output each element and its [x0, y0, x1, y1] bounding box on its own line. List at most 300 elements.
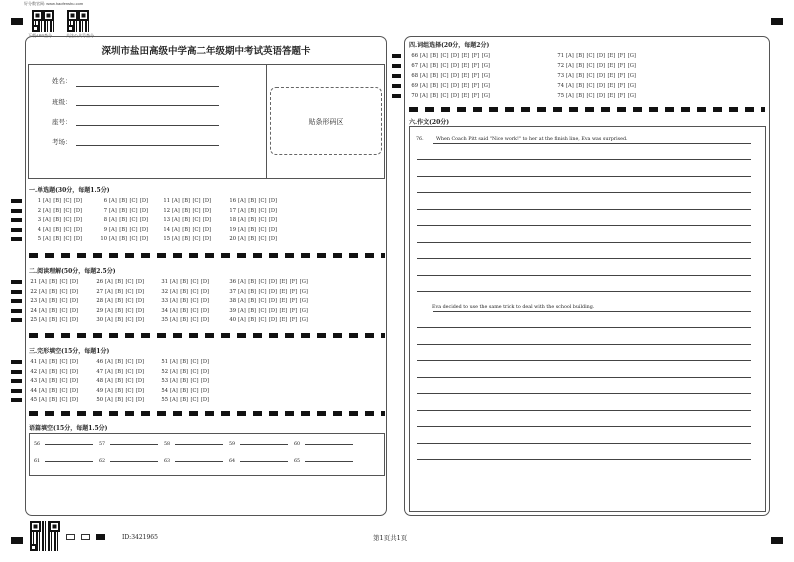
answer-bubble[interactable]: [C] [125, 288, 134, 295]
writing-line[interactable] [417, 159, 751, 160]
answer-bubble[interactable]: [C] [192, 217, 201, 223]
answer-bubble[interactable]: [D] [69, 368, 79, 375]
answer-bubble[interactable]: [A] [170, 279, 178, 285]
answer-bubble[interactable]: [F] [289, 279, 298, 285]
answer-bubble[interactable]: [B] [180, 307, 189, 314]
answer-bubble[interactable]: [C] [59, 288, 68, 295]
answer-bubble[interactable]: [A] [172, 236, 180, 242]
answer-bubble[interactable]: [D] [73, 198, 83, 204]
answer-bubble[interactable]: [F] [471, 83, 480, 89]
fill-line[interactable] [110, 461, 158, 462]
answer-bubble[interactable]: [G] [627, 73, 636, 79]
answer-bubble[interactable]: [B] [182, 226, 191, 233]
answer-bubble[interactable]: [C] [125, 378, 134, 384]
answer-bubble[interactable]: [G] [481, 73, 490, 79]
answer-bubble[interactable]: [E] [279, 298, 288, 304]
answer-bubble[interactable]: [C] [63, 217, 72, 223]
answer-bubble[interactable]: [D] [135, 317, 145, 323]
answer-bubble[interactable]: [D] [73, 217, 83, 223]
fill-blank[interactable] [164, 442, 223, 447]
answer-bubble[interactable]: [A] [43, 226, 51, 233]
answer-bubble[interactable]: [G] [627, 63, 636, 69]
answer-bubble[interactable]: [F] [471, 73, 480, 79]
answer-bubble[interactable]: [A] [105, 317, 113, 323]
answer-bubble[interactable]: [D] [139, 236, 149, 242]
answer-bubble[interactable]: [B] [115, 307, 124, 314]
answer-bubble[interactable]: [B] [49, 397, 58, 403]
answer-bubble[interactable]: [D] [268, 207, 278, 214]
answer-bubble[interactable]: [D] [202, 226, 212, 233]
answer-bubble[interactable]: [D] [450, 73, 460, 79]
answer-bubble[interactable]: [B] [180, 279, 189, 285]
answer-bubble[interactable]: [B] [248, 217, 257, 223]
answer-bubble[interactable]: [D] [135, 359, 145, 365]
answer-bubble[interactable]: [A] [170, 317, 178, 323]
answer-bubble[interactable]: [E] [279, 317, 288, 323]
answer-bubble[interactable]: [A] [105, 359, 113, 365]
answer-bubble[interactable]: [B] [180, 378, 189, 384]
answer-bubble[interactable]: [D] [135, 368, 145, 375]
writing-line[interactable] [417, 443, 751, 444]
room-field[interactable] [76, 145, 219, 146]
fill-blank[interactable] [99, 459, 158, 464]
answer-bubble[interactable]: [A] [172, 217, 180, 223]
answer-bubble[interactable]: [B] [180, 397, 189, 403]
answer-bubble[interactable]: [D] [450, 83, 460, 89]
answer-bubble[interactable]: [C] [440, 73, 449, 79]
answer-bubble[interactable]: [D] [200, 368, 210, 375]
answer-bubble[interactable]: [A] [109, 207, 117, 214]
answer-bubble[interactable]: [A] [566, 93, 574, 99]
answer-bubble[interactable]: [F] [289, 288, 298, 295]
answer-bubble[interactable]: [A] [172, 226, 180, 233]
answer-bubble[interactable]: [D] [200, 387, 210, 394]
answer-bubble[interactable]: [C] [258, 307, 267, 314]
answer-bubble[interactable]: [C] [190, 317, 199, 323]
answer-bubble[interactable]: [D] [202, 198, 212, 204]
answer-bubble[interactable]: [C] [190, 359, 199, 365]
answer-bubble[interactable]: [G] [299, 298, 308, 304]
name-field[interactable] [76, 86, 219, 87]
answer-bubble[interactable]: [A] [170, 359, 178, 365]
answer-bubble[interactable]: [D] [268, 307, 278, 314]
answer-bubble[interactable]: [B] [248, 279, 257, 285]
answer-bubble[interactable]: [A] [420, 83, 428, 89]
answer-bubble[interactable]: [C] [59, 359, 68, 365]
answer-bubble[interactable]: [A] [566, 83, 574, 89]
answer-bubble[interactable]: [C] [586, 73, 595, 79]
answer-bubble[interactable]: [C] [63, 198, 72, 204]
answer-bubble[interactable]: [D] [69, 279, 79, 285]
answer-bubble[interactable]: [C] [258, 317, 267, 323]
writing-line[interactable] [417, 258, 751, 259]
answer-bubble[interactable]: [C] [59, 397, 68, 403]
answer-bubble[interactable]: [C] [586, 63, 595, 69]
answer-bubble[interactable]: [A] [238, 298, 246, 304]
answer-bubble[interactable]: [D] [202, 207, 212, 214]
answer-bubble[interactable]: [C] [63, 226, 72, 233]
answer-bubble[interactable]: [A] [105, 279, 113, 285]
answer-bubble[interactable]: [A] [420, 73, 428, 79]
answer-bubble[interactable]: [A] [172, 207, 180, 214]
answer-bubble[interactable]: [A] [105, 378, 113, 384]
answer-bubble[interactable]: [C] [190, 288, 199, 295]
answer-bubble[interactable]: [F] [617, 53, 626, 59]
answer-bubble[interactable]: [D] [596, 63, 606, 69]
answer-bubble[interactable]: [G] [627, 53, 636, 59]
answer-bubble[interactable]: [D] [268, 298, 278, 304]
writing-line[interactable] [417, 242, 751, 243]
answer-bubble[interactable]: [C] [125, 307, 134, 314]
answer-bubble[interactable]: [A] [39, 359, 47, 365]
answer-bubble[interactable]: [B] [248, 198, 257, 204]
answer-bubble[interactable]: [B] [53, 207, 62, 214]
answer-bubble[interactable]: [C] [125, 397, 134, 403]
answer-bubble[interactable]: [A] [39, 279, 47, 285]
answer-bubble[interactable]: [B] [53, 198, 62, 204]
answer-bubble[interactable]: [C] [258, 226, 267, 233]
answer-bubble[interactable]: [C] [129, 198, 138, 204]
answer-bubble[interactable]: [D] [139, 226, 149, 233]
answer-bubble[interactable]: [D] [268, 217, 278, 223]
answer-bubble[interactable]: [E] [461, 83, 470, 89]
answer-bubble[interactable]: [A] [238, 307, 246, 314]
answer-bubble[interactable]: [A] [109, 226, 117, 233]
answer-bubble[interactable]: [A] [105, 368, 113, 375]
answer-bubble[interactable]: [C] [258, 207, 267, 214]
answer-bubble[interactable]: [A] [238, 279, 246, 285]
answer-bubble[interactable]: [G] [481, 93, 490, 99]
answer-bubble[interactable]: [A] [43, 217, 51, 223]
answer-bubble[interactable]: [A] [39, 317, 47, 323]
answer-bubble[interactable]: [D] [135, 378, 145, 384]
answer-bubble[interactable]: [E] [461, 73, 470, 79]
answer-bubble[interactable]: [F] [617, 73, 626, 79]
answer-bubble[interactable]: [E] [461, 93, 470, 99]
fill-line[interactable] [175, 444, 223, 445]
answer-bubble[interactable]: [D] [139, 207, 149, 214]
answer-bubble[interactable]: [B] [430, 73, 439, 79]
answer-bubble[interactable]: [D] [268, 279, 278, 285]
answer-bubble[interactable]: [C] [63, 207, 72, 214]
fill-line[interactable] [110, 444, 158, 445]
writing-line[interactable] [417, 360, 751, 361]
answer-bubble[interactable]: [E] [461, 53, 470, 59]
answer-bubble[interactable]: [A] [170, 378, 178, 384]
answer-bubble[interactable]: [A] [238, 198, 246, 204]
checkbox-1[interactable] [66, 534, 75, 540]
answer-bubble[interactable]: [C] [129, 236, 138, 242]
answer-bubble[interactable]: [C] [192, 207, 201, 214]
answer-bubble[interactable]: [C] [190, 378, 199, 384]
answer-bubble[interactable]: [B] [248, 317, 257, 323]
answer-bubble[interactable]: [C] [258, 217, 267, 223]
answer-bubble[interactable]: [A] [170, 298, 178, 304]
answer-bubble[interactable]: [D] [200, 397, 210, 403]
answer-bubble[interactable]: [B] [182, 217, 191, 223]
answer-bubble[interactable]: [A] [170, 307, 178, 314]
answer-bubble[interactable]: [B] [53, 217, 62, 223]
answer-bubble[interactable]: [E] [607, 63, 616, 69]
answer-bubble[interactable]: [D] [135, 387, 145, 394]
answer-bubble[interactable]: [E] [461, 63, 470, 69]
answer-bubble[interactable]: [B] [49, 368, 58, 375]
answer-bubble[interactable]: [D] [69, 307, 79, 314]
writing-line[interactable] [417, 327, 751, 328]
answer-bubble[interactable]: [B] [430, 83, 439, 89]
answer-bubble[interactable]: [F] [471, 53, 480, 59]
answer-bubble[interactable]: [C] [190, 368, 199, 375]
writing-line[interactable] [417, 410, 751, 411]
seat-field[interactable] [76, 125, 219, 126]
answer-bubble[interactable]: [B] [115, 397, 124, 403]
answer-bubble[interactable]: [C] [129, 226, 138, 233]
answer-bubble[interactable]: [G] [481, 63, 490, 69]
answer-bubble[interactable]: [D] [268, 198, 278, 204]
answer-bubble[interactable]: [C] [192, 198, 201, 204]
answer-bubble[interactable]: [A] [238, 317, 246, 323]
answer-bubble[interactable]: [F] [471, 63, 480, 69]
answer-bubble[interactable]: [B] [576, 63, 585, 69]
answer-bubble[interactable]: [D] [69, 298, 79, 304]
answer-bubble[interactable]: [B] [119, 217, 128, 223]
answer-bubble[interactable]: [A] [39, 298, 47, 304]
answer-bubble[interactable]: [D] [200, 279, 210, 285]
fill-blank[interactable] [99, 442, 158, 447]
answer-bubble[interactable]: [E] [279, 288, 288, 295]
answer-bubble[interactable]: [A] [39, 378, 47, 384]
answer-bubble[interactable]: [B] [248, 226, 257, 233]
fill-line[interactable] [45, 444, 93, 445]
writing-line[interactable] [417, 344, 751, 345]
answer-bubble[interactable]: [A] [39, 368, 47, 375]
answer-bubble[interactable]: [A] [170, 368, 178, 375]
answer-bubble[interactable]: [D] [135, 288, 145, 295]
answer-bubble[interactable]: [B] [248, 288, 257, 295]
answer-bubble[interactable]: [D] [200, 298, 210, 304]
answer-bubble[interactable]: [C] [190, 397, 199, 403]
answer-bubble[interactable]: [A] [109, 198, 117, 204]
answer-bubble[interactable]: [D] [135, 397, 145, 403]
fill-line[interactable] [45, 461, 93, 462]
answer-bubble[interactable]: [F] [289, 307, 298, 314]
answer-bubble[interactable]: [A] [105, 288, 113, 295]
answer-bubble[interactable]: [C] [586, 93, 595, 99]
answer-bubble[interactable]: [F] [289, 317, 298, 323]
answer-bubble[interactable]: [B] [119, 236, 128, 242]
answer-bubble[interactable]: [B] [119, 207, 128, 214]
answer-bubble[interactable]: [A] [566, 73, 574, 79]
answer-bubble[interactable]: [A] [420, 93, 428, 99]
answer-bubble[interactable]: [D] [268, 288, 278, 295]
answer-bubble[interactable]: [A] [170, 387, 178, 394]
answer-bubble[interactable]: [D] [200, 288, 210, 295]
answer-bubble[interactable]: [B] [49, 288, 58, 295]
answer-bubble[interactable]: [A] [109, 236, 117, 242]
answer-bubble[interactable]: [D] [73, 207, 83, 214]
fill-line[interactable] [175, 461, 223, 462]
answer-bubble[interactable]: [C] [440, 53, 449, 59]
answer-bubble[interactable]: [D] [596, 73, 606, 79]
fill-line[interactable] [305, 461, 353, 462]
answer-bubble[interactable]: [C] [125, 368, 134, 375]
answer-bubble[interactable]: [A] [238, 217, 246, 223]
answer-bubble[interactable]: [A] [238, 288, 246, 295]
answer-bubble[interactable]: [C] [63, 236, 72, 242]
answer-bubble[interactable]: [B] [576, 53, 585, 59]
answer-bubble[interactable]: [C] [586, 53, 595, 59]
answer-bubble[interactable]: [B] [49, 359, 58, 365]
answer-bubble[interactable]: [B] [182, 236, 191, 242]
answer-bubble[interactable]: [G] [299, 317, 308, 323]
answer-bubble[interactable]: [A] [566, 53, 574, 59]
answer-bubble[interactable]: [C] [440, 63, 449, 69]
answer-bubble[interactable]: [B] [49, 279, 58, 285]
answer-bubble[interactable]: [G] [627, 83, 636, 89]
answer-bubble[interactable]: [D] [268, 226, 278, 233]
answer-bubble[interactable]: [C] [586, 83, 595, 89]
answer-bubble[interactable]: [C] [59, 378, 68, 384]
fill-line[interactable] [305, 444, 353, 445]
writing-line[interactable] [417, 192, 751, 193]
answer-bubble[interactable]: [C] [258, 298, 267, 304]
answer-bubble[interactable]: [B] [180, 317, 189, 323]
answer-bubble[interactable]: [D] [200, 378, 210, 384]
answer-bubble[interactable]: [D] [69, 317, 79, 323]
essay-box[interactable] [409, 126, 766, 512]
answer-bubble[interactable]: [B] [115, 387, 124, 394]
answer-bubble[interactable]: [D] [596, 93, 606, 99]
answer-bubble[interactable]: [D] [200, 317, 210, 323]
answer-bubble[interactable]: [C] [125, 359, 134, 365]
writing-line[interactable] [417, 459, 751, 460]
writing-line[interactable] [417, 377, 751, 378]
answer-bubble[interactable]: [D] [202, 236, 212, 242]
answer-bubble[interactable]: [B] [115, 288, 124, 295]
answer-bubble[interactable]: [C] [440, 93, 449, 99]
writing-line[interactable] [433, 143, 751, 144]
answer-bubble[interactable]: [B] [576, 93, 585, 99]
answer-bubble[interactable]: [D] [139, 217, 149, 223]
answer-bubble[interactable]: [G] [627, 93, 636, 99]
answer-bubble[interactable]: [B] [430, 93, 439, 99]
answer-bubble[interactable]: [C] [125, 298, 134, 304]
answer-bubble[interactable]: [A] [39, 288, 47, 295]
answer-bubble[interactable]: [B] [248, 298, 257, 304]
fill-blank[interactable] [229, 459, 288, 464]
answer-bubble[interactable]: [D] [135, 307, 145, 314]
answer-bubble[interactable]: [B] [248, 207, 257, 214]
writing-line[interactable] [417, 225, 751, 226]
answer-bubble[interactable]: [C] [59, 307, 68, 314]
fill-blank[interactable] [294, 442, 353, 447]
answer-bubble[interactable]: [A] [43, 207, 51, 214]
answer-bubble[interactable]: [A] [170, 288, 178, 295]
answer-bubble[interactable]: [D] [73, 226, 83, 233]
answer-bubble[interactable]: [B] [53, 226, 62, 233]
answer-bubble[interactable]: [A] [420, 53, 428, 59]
answer-bubble[interactable]: [D] [69, 387, 79, 394]
answer-bubble[interactable]: [B] [180, 288, 189, 295]
answer-bubble[interactable]: [A] [105, 307, 113, 314]
answer-bubble[interactable]: [B] [430, 53, 439, 59]
answer-bubble[interactable]: [C] [59, 387, 68, 394]
answer-bubble[interactable]: [A] [238, 226, 246, 233]
writing-line[interactable] [417, 209, 751, 210]
answer-bubble[interactable]: [A] [39, 397, 47, 403]
answer-bubble[interactable]: [B] [49, 307, 58, 314]
answer-bubble[interactable]: [D] [69, 359, 79, 365]
answer-bubble[interactable]: [E] [607, 73, 616, 79]
answer-bubble[interactable]: [A] [43, 236, 51, 242]
writing-line[interactable] [417, 176, 751, 177]
answer-bubble[interactable]: [B] [180, 368, 189, 375]
answer-bubble[interactable]: [A] [420, 63, 428, 69]
answer-bubble[interactable]: [B] [115, 279, 124, 285]
answer-bubble[interactable]: [C] [125, 279, 134, 285]
answer-bubble[interactable]: [E] [279, 279, 288, 285]
fill-line[interactable] [240, 461, 288, 462]
answer-bubble[interactable]: [C] [125, 387, 134, 394]
answer-bubble[interactable]: [D] [450, 53, 460, 59]
answer-bubble[interactable]: [B] [115, 298, 124, 304]
answer-bubble[interactable]: [B] [53, 236, 62, 242]
checkbox-2[interactable] [81, 534, 90, 540]
answer-bubble[interactable]: [B] [248, 236, 257, 242]
answer-bubble[interactable]: [D] [69, 378, 79, 384]
answer-bubble[interactable]: [B] [180, 359, 189, 365]
fill-blank[interactable] [34, 442, 93, 447]
answer-bubble[interactable]: [C] [125, 317, 134, 323]
answer-bubble[interactable]: [B] [49, 317, 58, 323]
answer-bubble[interactable]: [C] [59, 317, 68, 323]
fill-blank[interactable] [34, 459, 93, 464]
answer-bubble[interactable]: [D] [69, 288, 79, 295]
answer-bubble[interactable]: [C] [258, 198, 267, 204]
answer-bubble[interactable]: [D] [596, 83, 606, 89]
answer-bubble[interactable]: [B] [115, 368, 124, 375]
answer-bubble[interactable]: [B] [576, 83, 585, 89]
answer-bubble[interactable]: [D] [268, 236, 278, 242]
answer-bubble[interactable]: [G] [481, 83, 490, 89]
answer-bubble[interactable]: [B] [49, 378, 58, 384]
answer-bubble[interactable]: [G] [299, 307, 308, 314]
answer-bubble[interactable]: [A] [43, 198, 51, 204]
answer-bubble[interactable]: [B] [119, 198, 128, 204]
answer-bubble[interactable]: [C] [258, 279, 267, 285]
answer-bubble[interactable]: [B] [115, 359, 124, 365]
answer-bubble[interactable]: [D] [450, 63, 460, 69]
fill-blank[interactable] [294, 459, 353, 464]
fill-line[interactable] [240, 444, 288, 445]
answer-bubble[interactable]: [D] [450, 93, 460, 99]
writing-line[interactable] [417, 291, 751, 292]
fill-blank[interactable] [164, 459, 223, 464]
answer-bubble[interactable]: [G] [299, 288, 308, 295]
answer-bubble[interactable]: [D] [135, 298, 145, 304]
answer-bubble[interactable]: [A] [105, 397, 113, 403]
answer-bubble[interactable]: [C] [129, 217, 138, 223]
answer-bubble[interactable]: [C] [190, 307, 199, 314]
answer-bubble[interactable]: [A] [566, 63, 574, 69]
fill-blank[interactable] [229, 442, 288, 447]
answer-bubble[interactable]: [C] [129, 207, 138, 214]
answer-bubble[interactable]: [C] [190, 279, 199, 285]
answer-bubble[interactable]: [C] [59, 279, 68, 285]
answer-bubble[interactable]: [D] [73, 236, 83, 242]
answer-bubble[interactable]: [G] [481, 53, 490, 59]
answer-bubble[interactable]: [C] [59, 298, 68, 304]
